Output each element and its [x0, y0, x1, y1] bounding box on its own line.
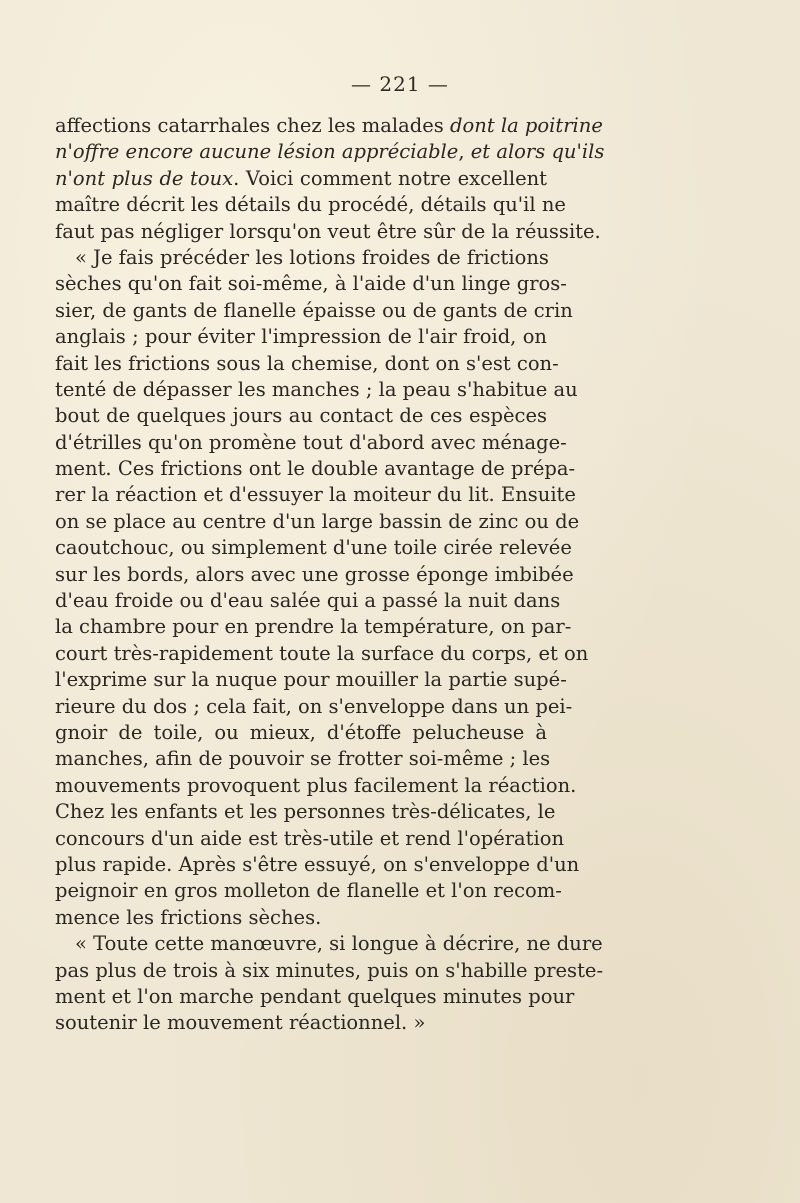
text-segment: l'exprime sur la nuque pour mouiller la partie supé-: [55, 668, 567, 692]
text-segment: la chambre pour en prendre la température, on par-: [55, 615, 572, 639]
text-segment: ment. Ces frictions ont le double avantage de prépa-: [55, 457, 576, 481]
text-segment: « Je fais précéder les lotions froides de frictions: [75, 245, 549, 269]
text-line: [55, 192, 566, 218]
text-line: [55, 641, 589, 667]
text-line: [55, 403, 547, 429]
italic-text: et alors qu'ils: [470, 140, 605, 164]
text-line: [55, 1010, 547, 1036]
text-line: [55, 324, 547, 350]
text-line: [55, 562, 574, 588]
text-line: [55, 351, 559, 377]
text-segment: rer la réaction et d'essuyer la moiteur du lit. Ensuite: [55, 483, 576, 507]
text-segment: on se place au centre d'un large bassin de zinc ou de: [55, 509, 580, 533]
text-segment: . Voici comment notre excellent: [233, 166, 548, 190]
text-line: [55, 958, 604, 984]
text-line: [55, 377, 578, 403]
text-segment: d'étrilles qu'on promène tout d'abord avec ménage-: [55, 430, 567, 454]
text-segment: soutenir le mouvement réactionnel. »: [55, 1011, 426, 1035]
text-segment: d'eau froide ou d'eau salée qui a passé la nuit dans: [55, 589, 561, 613]
text-segment: anglais ; pour éviter l'impression de l'air froid, on: [55, 325, 547, 349]
italic-text: dont la poitrine: [450, 114, 603, 137]
text-segment: pas plus de trois à six minutes, puis on s'habille preste-: [55, 958, 604, 982]
text-segment: court très-rapidement toute la surface du corps, et on: [55, 641, 589, 665]
text-segment: affections catarrhales chez les malades: [55, 114, 451, 137]
text-segment: mence les frictions sèches.: [55, 905, 322, 929]
text-line: [55, 456, 576, 482]
text-line: [55, 878, 562, 904]
text-segment: rieure du dos ; cela fait, on s'enveloppe dans un pei-: [55, 694, 573, 718]
text-segment: « Toute cette manœuvre, si longue à décrire, ne dure: [75, 932, 603, 956]
text-line: [55, 139, 605, 165]
text-line: [55, 298, 573, 324]
text-line: [55, 535, 572, 561]
text-line: [55, 773, 577, 799]
text-segment: gnoir de toile, ou mieux, d'étoffe pelucheuse à: [55, 720, 547, 744]
text-segment: plus rapide. Après s'être essuyé, on s'enveloppe d'un: [55, 852, 580, 876]
text-line: [55, 852, 580, 878]
italic-text: n'ont plus de toux: [55, 166, 234, 190]
text-segment: caoutchouc, ou simplement d'une toile cirée relevée: [55, 536, 572, 560]
text-line: [55, 588, 561, 614]
text-line: [55, 984, 575, 1010]
text-segment: ,: [458, 140, 471, 164]
text-line: [55, 826, 565, 852]
text-segment: concours d'un aide est très-utile et rend l'opération: [55, 826, 565, 850]
page-number: — 221 —: [351, 72, 449, 96]
text-segment: fait les frictions sous la chemise, dont on s'est con-: [55, 351, 559, 375]
text-line: [55, 694, 573, 720]
text-segment: faut pas négliger lorsqu'on veut être sûr de la réussite.: [55, 219, 601, 243]
text-segment: manches, afin de pouvoir se frotter soi-même ; les: [55, 747, 551, 771]
text-line: [55, 905, 547, 931]
text-line: [55, 667, 567, 693]
text-line: [55, 746, 551, 772]
text-line: [55, 614, 572, 640]
text-segment: sur les bords, alors avec une grosse éponge imbibée: [55, 562, 574, 586]
text-line: [55, 720, 547, 746]
text-segment: Chez les enfants et les personnes très-délicates, le: [55, 800, 556, 824]
italic-text: n'offre encore aucune lésion appréciable: [55, 140, 459, 164]
text-line: [55, 219, 601, 245]
text-line: [55, 799, 556, 825]
text-segment: maître décrit les détails du procédé, détails qu'il ne: [55, 193, 566, 217]
text-line: [55, 113, 603, 139]
text-segment: sier, de gants de flanelle épaisse ou de gants de crin: [55, 298, 573, 322]
text-segment: tenté de dépasser les manches ; la peau s'habitue au: [55, 377, 578, 401]
text-line: [55, 430, 567, 456]
text-segment: bout de quelques jours au contact de ces espèces: [55, 404, 547, 428]
text-line: [55, 509, 580, 535]
text-line: [55, 482, 576, 508]
text-line: [55, 931, 603, 957]
body-text: [55, 113, 605, 1037]
text-line: [55, 166, 547, 192]
text-segment: sèches qu'on fait soi-même, à l'aide d'un linge gros-: [55, 272, 567, 296]
text-segment: peignoir en gros molleton de flanelle et l'on recom-: [55, 879, 562, 903]
text-line: [55, 245, 547, 271]
text-segment: ment et l'on marche pendant quelques minutes pour: [55, 984, 575, 1008]
text-line: [55, 271, 567, 297]
text-segment: mouvements provoquent plus facilement la réaction.: [55, 773, 577, 797]
